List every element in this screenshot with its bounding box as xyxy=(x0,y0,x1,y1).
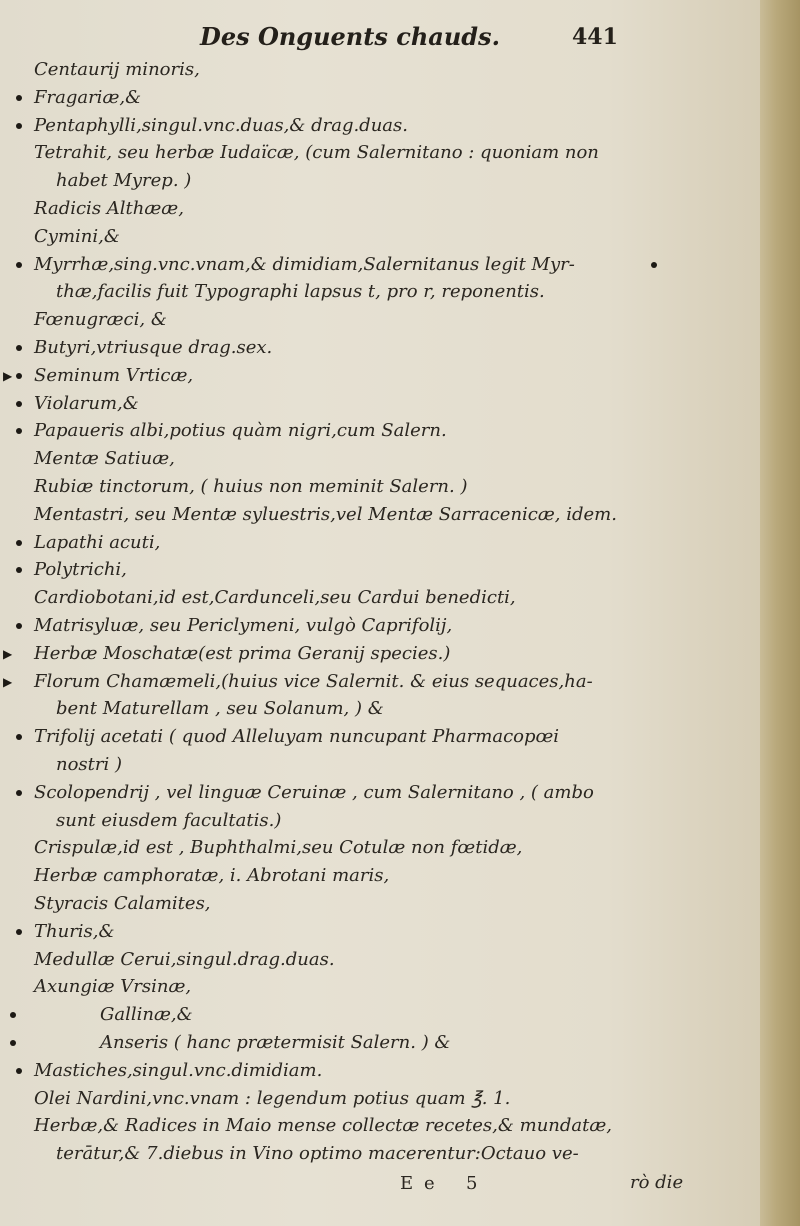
catchword: rò die xyxy=(630,1172,684,1193)
line-text: Cymini,& xyxy=(34,225,120,247)
arrow-mark-icon: ▶ xyxy=(3,368,13,383)
text-line xyxy=(0,529,760,557)
line-text: Lapathi acuti, xyxy=(34,531,161,553)
line-text: terātur,& 7.diebus in Vino optimo macerentur:Octauo ve- xyxy=(56,1143,579,1165)
text-line xyxy=(0,1140,760,1168)
line-text: Mentastri, seu Mentæ syluestris,vel Mentæ Sarracenicæ, idem. xyxy=(34,503,617,525)
line-text: Seminum Vrticæ, xyxy=(34,364,194,386)
text-line xyxy=(0,556,760,584)
signature-letter: e xyxy=(424,1173,435,1194)
text-line xyxy=(0,918,760,946)
text-line xyxy=(0,195,760,223)
bullet-mark-icon xyxy=(16,373,22,379)
line-text: Tetrahit, seu herbæ Iudaïcæ, (cum Salernitano : quoniam non xyxy=(34,142,599,164)
line-text: Rubiæ tinctorum, ( huius non meminit Salern. ) xyxy=(34,476,468,497)
text-line xyxy=(0,390,760,418)
page-header xyxy=(0,22,760,58)
text-line xyxy=(0,723,760,751)
bullet-mark-icon xyxy=(16,123,22,129)
line-text: Papaueris albi,potius quàm nigri,cum Salern. xyxy=(34,420,447,442)
line-text: Scolopendrij , vel linguæ Ceruinæ , cum Salernitano , ( ambo xyxy=(34,781,594,803)
bullet-mark-icon xyxy=(16,262,22,268)
text-line xyxy=(0,306,760,334)
text-line xyxy=(0,139,760,167)
text-line xyxy=(0,946,760,974)
text-line xyxy=(0,1112,760,1140)
line-text: Medullæ Cerui,singul.drag.duas. xyxy=(34,948,335,970)
text-line xyxy=(0,1001,760,1029)
text-line xyxy=(0,362,760,390)
margin-mark-icon xyxy=(651,262,657,268)
text-line xyxy=(0,1085,760,1113)
text-line xyxy=(0,473,760,501)
line-text: Centaurij minoris, xyxy=(34,59,200,80)
text-line xyxy=(0,584,760,612)
line-text: Butyri,vtriusque drag.sex. xyxy=(34,337,273,358)
text-line xyxy=(0,278,760,306)
bullet-mark-icon xyxy=(16,623,22,629)
text-line xyxy=(0,56,760,84)
line-text: nostri ) xyxy=(56,754,123,775)
text-line xyxy=(0,251,760,279)
line-text: Crispulæ,id est , Buphthalmi,seu Cotulæ non fœtidæ, xyxy=(34,837,523,859)
bullet-mark-icon xyxy=(16,929,22,935)
line-text: Trifolij acetati ( quod Alleluyam nuncupant Pharmacopœi xyxy=(34,726,560,748)
bullet-mark-icon xyxy=(16,567,22,573)
line-text: Thuris,& xyxy=(34,920,115,942)
text-line xyxy=(0,890,760,918)
line-text: Radicis Althææ, xyxy=(34,198,184,219)
text-line xyxy=(0,807,760,835)
text-line xyxy=(0,612,760,640)
bullet-mark-icon xyxy=(10,1040,16,1046)
line-text: Fragariæ,& xyxy=(34,86,142,108)
bullet-mark-icon xyxy=(16,1068,22,1074)
bullet-mark-icon xyxy=(16,790,22,796)
signature-number: 5 xyxy=(466,1173,478,1194)
text-line xyxy=(0,84,760,112)
line-text: Herbæ,& Radices in Maio mense collectæ recetes,& mundatæ, xyxy=(34,1115,613,1137)
text-line xyxy=(0,223,760,251)
line-text: Myrrhæ,sing.vnc.vnam,& dimidiam,Salernitanus legit Myr- xyxy=(34,253,575,275)
line-text: Fœnugræci, & xyxy=(34,309,167,331)
text-line xyxy=(0,112,760,140)
line-text: Olei Nardini,vnc.vnam : legendum potius quam ℥. 1. xyxy=(34,1087,511,1109)
text-line xyxy=(0,167,760,195)
line-text: Mastiches,singul.vnc.dimidiam. xyxy=(34,1059,323,1081)
line-text: Violarum,& xyxy=(34,392,139,414)
text-line xyxy=(0,334,760,362)
text-line xyxy=(0,973,760,1001)
line-text: Axungiæ Vrsinæ, xyxy=(34,976,192,998)
line-text: Herbæ camphoratæ, i. Abrotani maris, xyxy=(34,865,390,887)
line-text: Styracis Calamites, xyxy=(34,893,211,914)
signature-letter: E xyxy=(400,1173,414,1194)
line-text: Cardiobotani,id est,Cardunceli,seu Cardui benedicti, xyxy=(34,587,516,609)
text-line xyxy=(0,751,760,779)
line-text: Anseris ( hanc prætermisit Salern. ) & xyxy=(100,1032,451,1053)
line-text: Mentæ Satiuæ, xyxy=(34,448,175,470)
arrow-mark-icon: ▶ xyxy=(3,646,13,661)
text-line xyxy=(0,779,760,807)
bullet-mark-icon xyxy=(16,401,22,407)
line-text: thæ,facilis fuit Typographi lapsus t, pro r, reponentis. xyxy=(56,281,545,303)
bullet-mark-icon xyxy=(10,1012,16,1018)
line-text: Pentaphylli,singul.vnc.duas,& drag.duas. xyxy=(34,114,408,136)
bullet-mark-icon xyxy=(16,734,22,740)
bullet-mark-icon xyxy=(16,540,22,546)
text-line xyxy=(0,862,760,890)
text-line xyxy=(0,1057,760,1085)
text-line xyxy=(0,445,760,473)
arrow-mark-icon: ▶ xyxy=(3,674,13,689)
text-line xyxy=(0,1029,760,1057)
running-title: Des Onguents chauds. xyxy=(200,22,500,51)
line-text: sunt eiusdem facultatis.) xyxy=(56,809,282,831)
text-line xyxy=(0,501,760,529)
bullet-mark-icon xyxy=(16,345,22,351)
page-number: 441 xyxy=(572,24,618,50)
line-text: Polytrichi, xyxy=(34,559,127,581)
page-edge xyxy=(760,0,800,1226)
line-text: bent Maturellam , seu Solanum, ) & xyxy=(56,698,384,720)
text-line xyxy=(0,834,760,862)
text-line xyxy=(0,695,760,723)
line-text: Gallinæ,& xyxy=(100,1004,193,1026)
line-text: habet Myrep. ) xyxy=(56,170,192,192)
text-line xyxy=(0,668,760,696)
line-text: Herbæ Moschatæ(est prima Geranij species.) xyxy=(34,642,451,664)
line-text: Florum Chamæmeli,(huius vice Salernit. & eius sequaces,ha- xyxy=(34,670,593,692)
line-text: Matrisyluæ, seu Periclymeni, vulgò Caprifolij, xyxy=(34,615,453,636)
text-line xyxy=(0,417,760,445)
bullet-mark-icon xyxy=(16,428,22,434)
text-line xyxy=(0,640,760,668)
bullet-mark-icon xyxy=(16,95,22,101)
